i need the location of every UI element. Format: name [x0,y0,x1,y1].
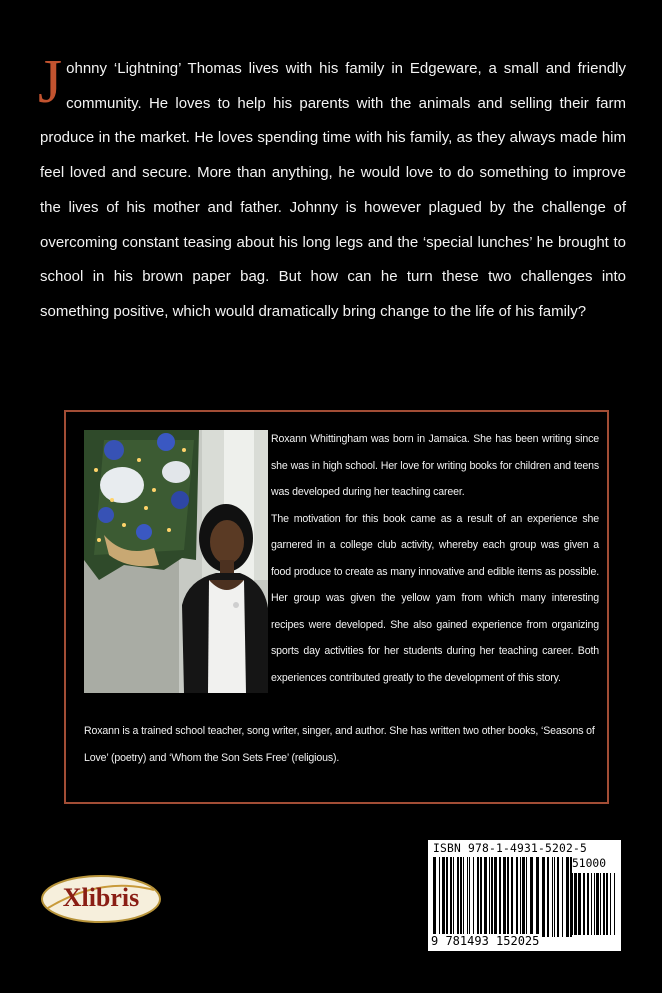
author-bio-bottom [84,718,600,771]
publisher-logo-text: Xlibris [62,883,140,912]
author-photo-image [84,430,268,693]
publisher-logo [40,868,162,928]
isbn-label: ISBN 978-1-4931-5202-5 [433,842,588,855]
ean-barcode-bars [433,857,573,937]
barcode [428,840,621,951]
xlibris-logo-image [40,868,162,928]
ean-digits: 9 781493 152025 [431,934,540,948]
price-barcode-bars [572,873,616,935]
bio-paragraph-3: Roxann is a trained school teacher, song writer, singer, and author. She has written two other books, ‘Seasons of Love’ (poetry) and ‘Whom the Son Sets Free’ (religious). [84,725,595,764]
author-bio-right [271,426,599,691]
author-bio-frame [64,410,609,804]
blurb-text: ohnny ‘Lightning’ Thomas lives with his family in Edgeware, a small and friendly community. He loves to help his parents with the animals and selling their farm produce in the market. He loves spending time with his family, as they always made him feel loved and secure. More than anything, he would love to do something to improve the lives of his mother and father. Johnny is however plagued by the challenge of overcoming constant teasing about his long legs and the ‘special lunches’ he brought to school in his brown paper bag. But how can he turn these two challenges into something positive, which would dramatically bring change to the life of his family? [40,60,626,320]
bio-paragraph-1: Roxann Whittingham was born in Jamaica. She has been writing since she was in high school. Her love for writing books for children and teens was developed during her teaching career. [271,433,599,498]
price-code: 51000 [572,857,607,870]
bio-paragraph-2: The motivation for this book came as a result of an experience she garnered in a college club activity, whereby each group was given a food produce to create as many innovative and edible items as possible. Her group was given the yellow yam from which many interesting recipes were developed. She also gained experience from organizing sports day activities for her students during her teaching career. Both experiences contributed greatly to the development of this story. [271,512,599,684]
drop-cap: J [38,48,63,116]
back-cover-blurb [38,48,626,330]
author-photo [84,430,268,693]
